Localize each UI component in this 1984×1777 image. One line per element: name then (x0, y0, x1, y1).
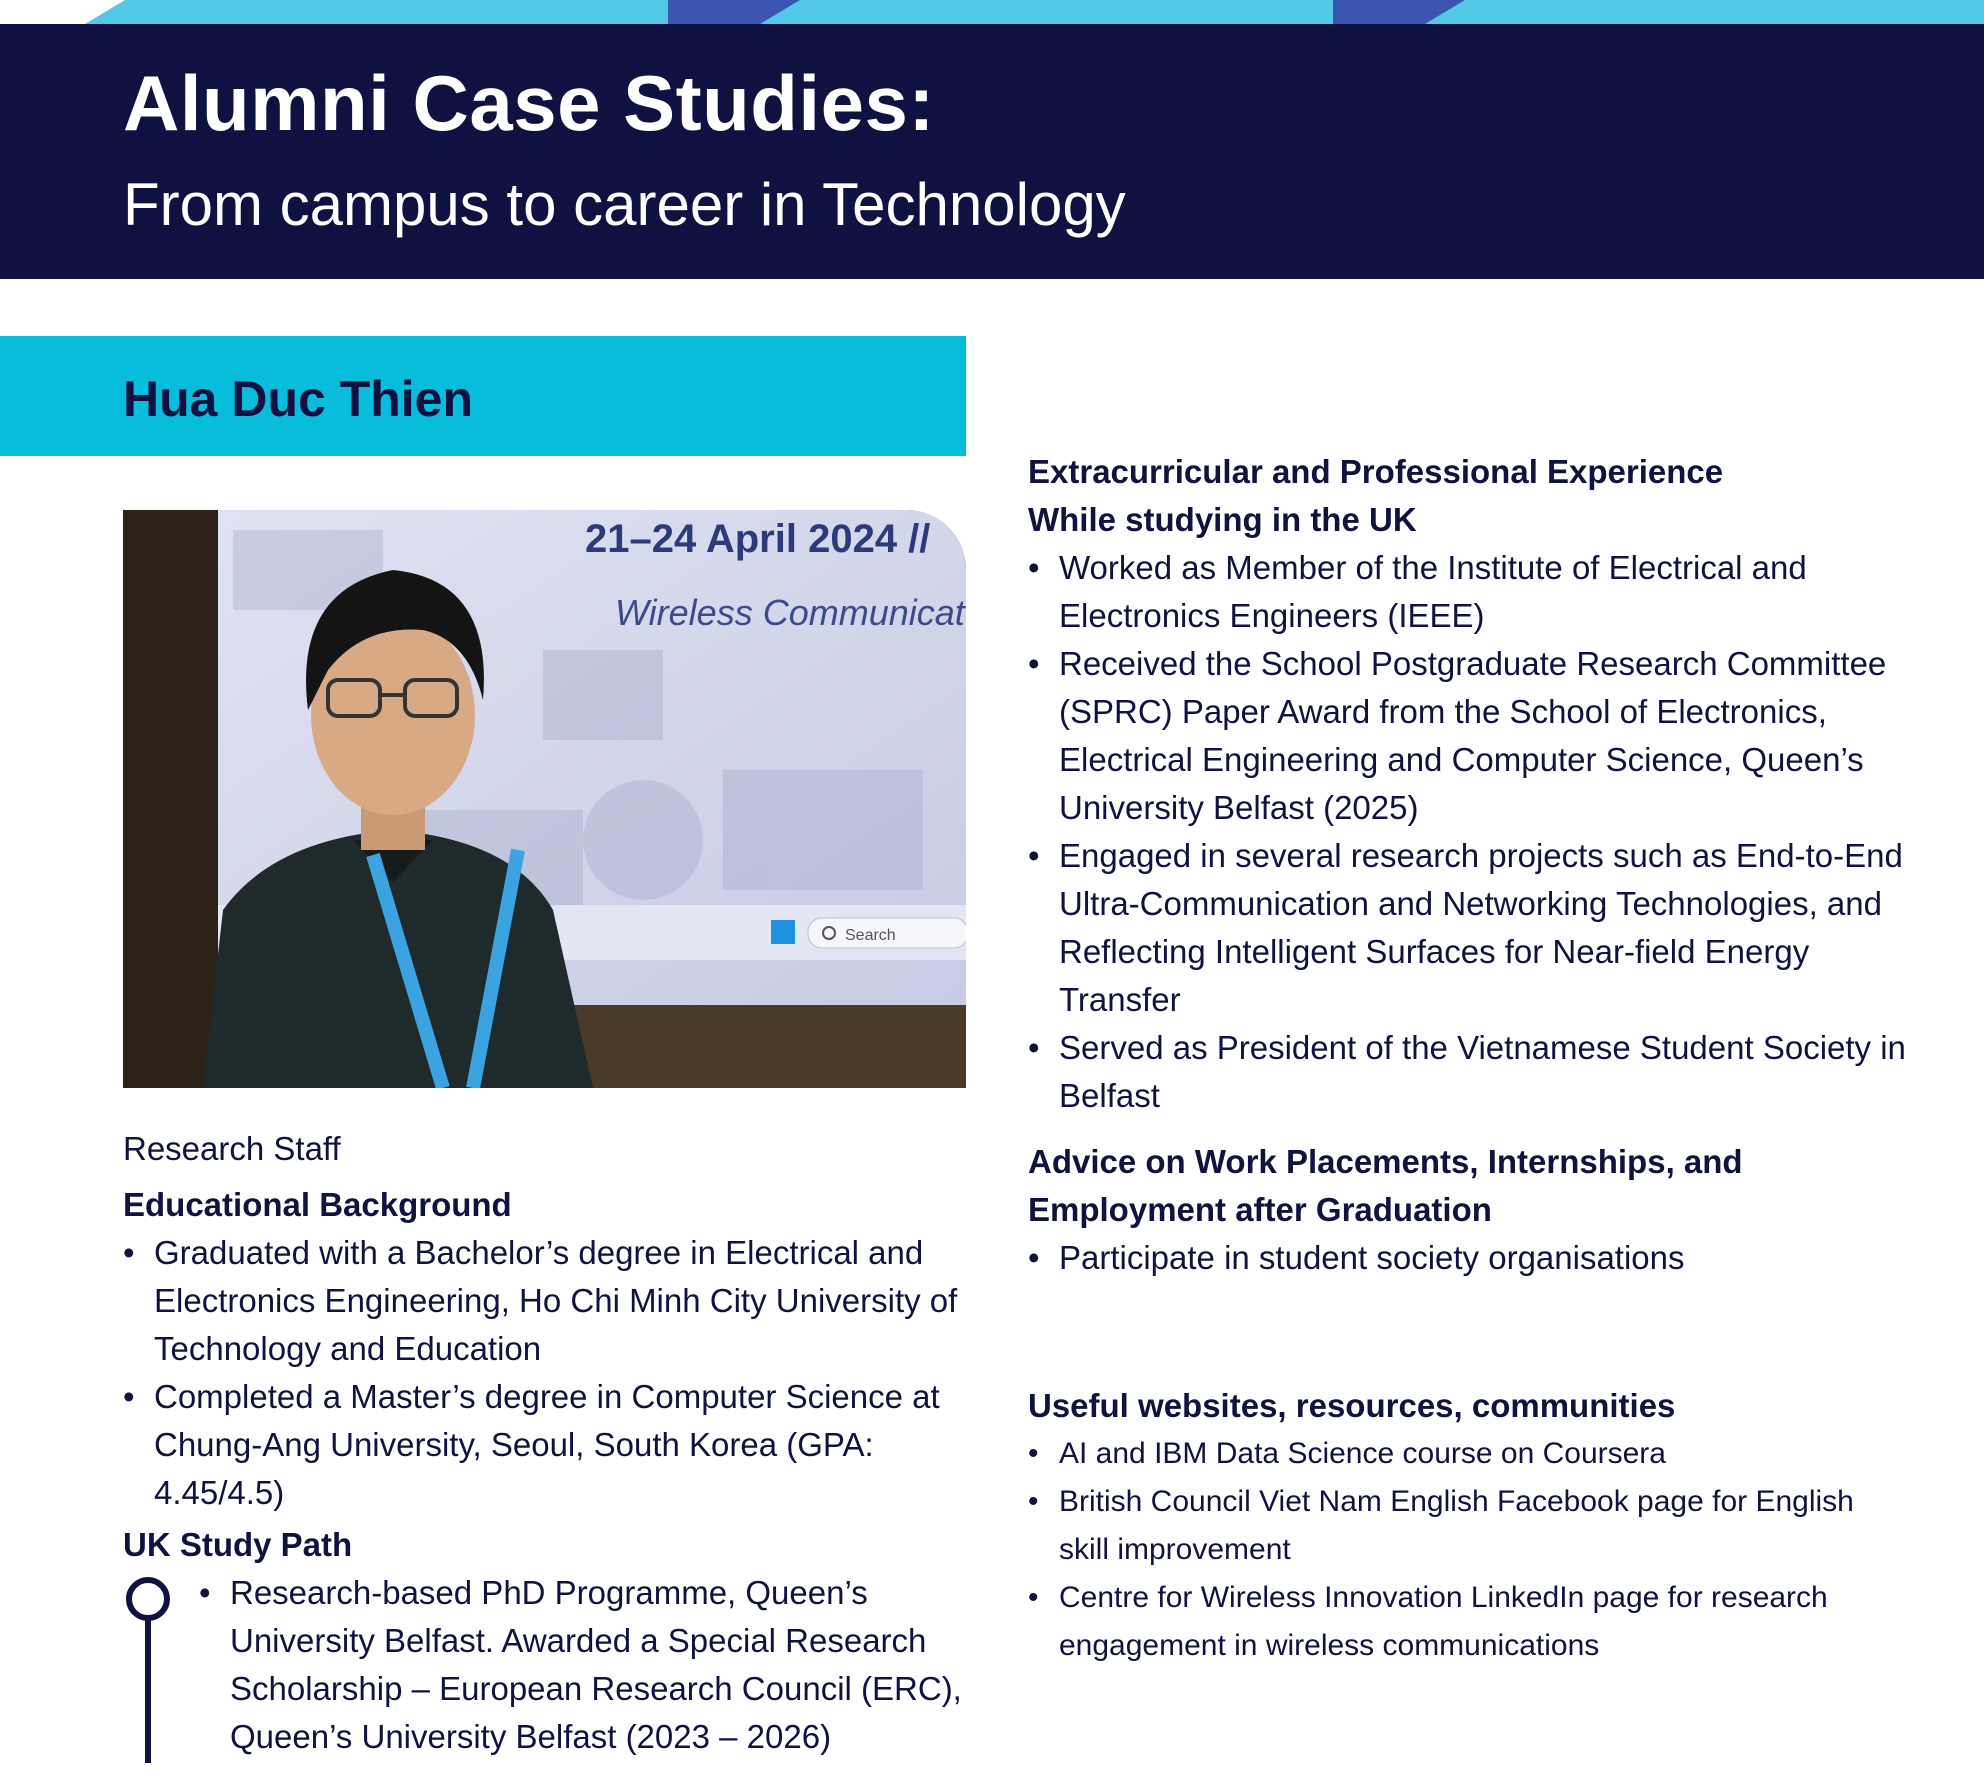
list-item: • Received the School Postgraduate Research Committee (SPRC) Paper Award from the School of Electronics, Electrical Engineering and Computer Science, Queen’s University Belfast (2025) (1028, 640, 1908, 832)
screen-event-text: Wireless Communicat (615, 592, 965, 633)
list-item: • AI and IBM Data Science course on Coursera (1028, 1430, 1908, 1478)
uk-study-path (123, 1569, 966, 1761)
page-subtitle: From campus to career in Technology (123, 171, 1126, 238)
list-item: • Engaged in several research projects such as End-to-End Ultra-Communication and Networking Technologies, and Reflecting Intelligent Surfaces for Near-field Energy Transfer (1028, 832, 1908, 1024)
experience-subheading: While studying in the UK (1028, 501, 1417, 538)
experience-heading: Extracurricular and Professional Experience (1028, 453, 1724, 490)
education-heading: Educational Background (123, 1186, 512, 1223)
top-decorative-stripe (0, 0, 1984, 24)
resources-list (1028, 1430, 1908, 1670)
left-column (123, 1125, 966, 1761)
list-item: • Completed a Master’s degree in Computer Science at Chung-Ang University, Seoul, South Korea (GPA: 4.45/4.5) (123, 1373, 966, 1517)
list-item: • Served as President of the Vietnamese Student Society in Belfast (1028, 1024, 1908, 1120)
right-column (1028, 448, 1908, 1670)
screen-search-label: Search (845, 927, 896, 944)
uk-study-path-list (199, 1569, 966, 1761)
advice-list (1028, 1234, 1908, 1282)
page-title: Alumni Case Studies: (123, 59, 935, 147)
list-item: • Participate in student society organisations (1028, 1234, 1908, 1282)
timeline-pin-icon (123, 1577, 173, 1763)
profile-photo (123, 510, 966, 1088)
experience-list (1028, 544, 1908, 1120)
windows-logo-icon (771, 920, 795, 944)
screen-date-text: 21–24 April 2024 // (585, 517, 931, 561)
resources-heading: Useful websites, resources, communities (1028, 1387, 1676, 1424)
list-item: • Research-based PhD Programme, Queen’s University Belfast. Awarded a Special Research Scholarship – European Research Council (ERC), Queen’s University Belfast (2023 – 2026) (199, 1569, 966, 1761)
uk-study-path-heading: UK Study Path (123, 1526, 353, 1563)
advice-heading: Advice on Work Placements, Internships, and Employment after Graduation (1028, 1143, 1743, 1228)
education-list (123, 1229, 966, 1517)
list-item: • Centre for Wireless Innovation LinkedIn page for research engagement in wireless communications (1028, 1574, 1908, 1670)
list-item: • Worked as Member of the Institute of Electrical and Electronics Engineers (IEEE) (1028, 544, 1908, 640)
list-item: • Graduated with a Bachelor’s degree in Electrical and Electronics Engineering, Ho Chi Minh City University of Technology and Education (123, 1229, 966, 1373)
profile-name: Hua Duc Thien (123, 371, 474, 427)
list-item: • British Council Viet Nam English Facebook page for English skill improvement (1028, 1478, 1908, 1574)
profile-role: Research Staff (123, 1130, 341, 1167)
